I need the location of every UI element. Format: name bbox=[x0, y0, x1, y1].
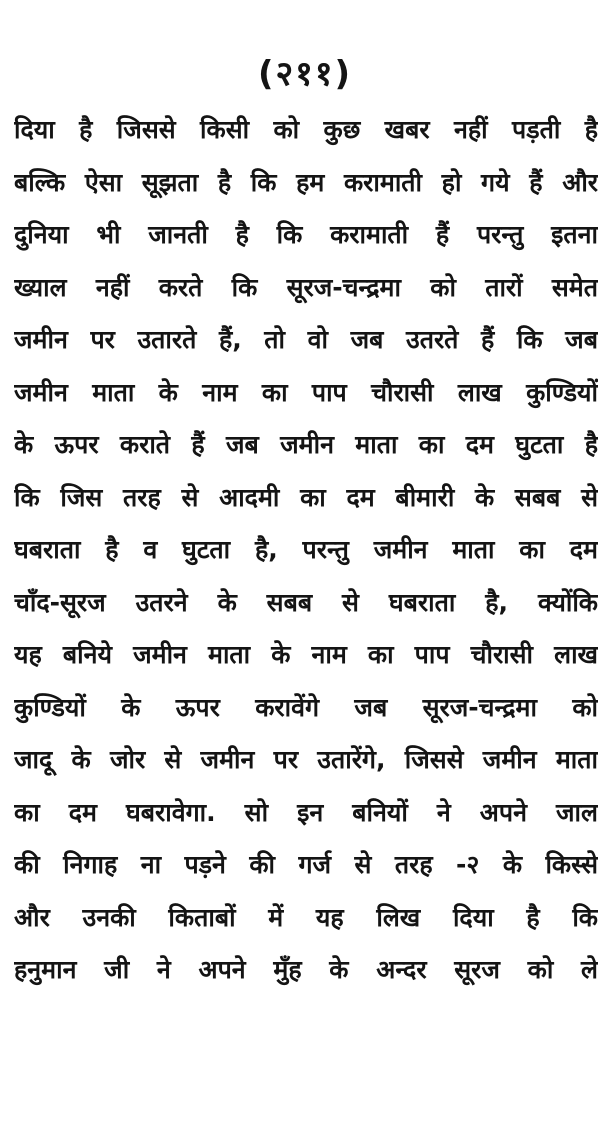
text-line: की निगाह ना पड़ने की गर्ज से तरह -२ के किस्से bbox=[14, 850, 598, 879]
text-line: कि जिस तरह से आदमी का दम बीमारी के सबब से bbox=[14, 482, 598, 512]
text-line: का दम घबरावेगा. सो इन बनियों ने अपने जाल bbox=[14, 797, 598, 827]
text-line: के ऊपर कराते हैं जब जमीन माता का दम घुटता है bbox=[14, 430, 598, 459]
text-line: कुण्डियों के ऊपर करावेंगे जब सूरज-चन्द्रमा को bbox=[14, 692, 598, 722]
text-line: बल्कि ऐसा सूझता है कि हम करामाती हो गये हैं और bbox=[14, 167, 598, 197]
text-line: यह बनिये जमीन माता के नाम का पाप चौरासी लाख bbox=[14, 640, 598, 669]
text-line: हनुमान जी ने अपने मुँह के अन्दर सूरज को ले bbox=[14, 955, 598, 984]
page-number: (२११) bbox=[257, 54, 353, 94]
text-line: चाँद-सूरज उतरने के सबब से घबराता है, क्योंकि bbox=[14, 587, 598, 617]
text-line: जादू के जोर से जमीन पर उतारेंगे, जिससे जमीन माता bbox=[14, 745, 598, 774]
body-text bbox=[14, 104, 598, 997]
text-line: जमीन माता के नाम का पाप चौरासी लाख कुण्डियों bbox=[14, 377, 598, 407]
text-line: ख्याल नहीं करते कि सूरज-चन्द्रमा को तारों समेत bbox=[14, 272, 598, 302]
text-line: घबराता है व घुटता है, परन्तु जमीन माता का दम bbox=[14, 535, 598, 564]
text-line: जमीन पर उतारते हैं, तो वो जब उतरते हैं कि जब bbox=[14, 325, 598, 354]
text-line: और उनकी किताबों में यह लिख दिया है कि bbox=[14, 902, 598, 932]
text-line: दिया है जिससे किसी को कुछ खबर नहीं पड़ती है bbox=[14, 115, 598, 144]
text-line: दुनिया भी जानती है कि करामाती हैं परन्तु इतना bbox=[14, 220, 598, 249]
